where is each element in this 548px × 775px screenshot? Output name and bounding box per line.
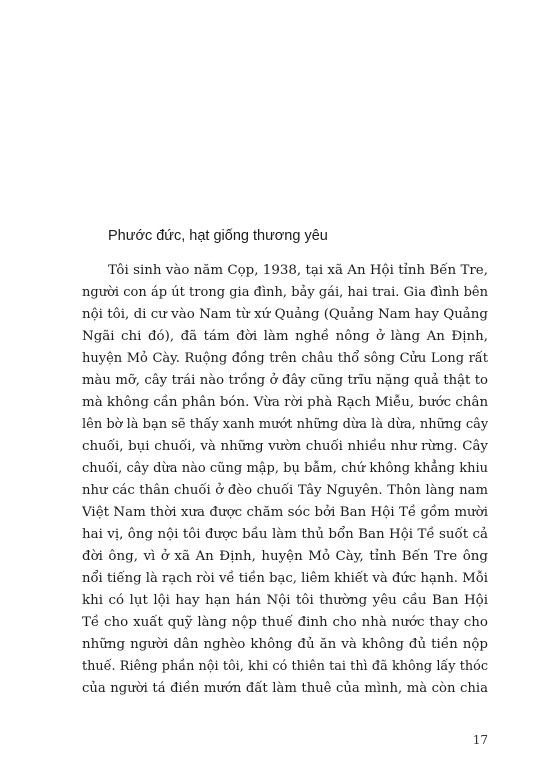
text-line: chuối, cây dừa nào cũng mập, bụ bẫm, chứ không khẳng khiu <box>82 461 488 476</box>
page-number: 17 <box>472 733 488 747</box>
body-paragraph <box>82 260 488 700</box>
text-line: mà không cần phân bón. Vừa rời phà Rạch Miễu, bước chân <box>82 395 488 410</box>
text-line: Việt Nam thời xưa được chăm sóc bởi Ban Hội Tề gồm mười <box>82 505 488 520</box>
text-line: chuối, bụi chuối, và những vườn chuối nhiều như rừng. Cây <box>82 439 488 454</box>
text-line: người con áp út trong gia đình, bảy gái, hai trai. Gia đình bên <box>82 285 488 300</box>
text-line: thuế. Riêng phần nội tôi, khi có thiên tai thì đã không lấy thóc <box>82 659 488 674</box>
section-title: Phước đức, hạt giống thương yêu <box>108 228 328 244</box>
text-line: như các thân chuối ở đèo chuối Tây Nguyên. Thôn làng nam <box>82 483 488 498</box>
text-line: đời ông, vì ở xã An Định, huyện Mỏ Cày, tỉnh Bến Tre ông <box>82 549 488 564</box>
text-line: huyện Mỏ Cày. Ruộng đồng trên châu thổ sông Cửu Long rất <box>82 351 488 366</box>
text-line: nổi tiếng là rạch ròi về tiền bạc, liêm khiết và đức hạnh. Mỗi <box>82 571 488 586</box>
text-line: Tôi sinh vào năm Cọp, 1938, tại xã An Hội tỉnh Bến Tre, <box>108 263 488 278</box>
text-line: của người tá điền mướn đất làm thuê của mình, mà còn chia <box>82 681 488 696</box>
text-line: Tề cho xuất quỹ làng nộp thuế đinh cho nhà nước thay cho <box>82 615 488 630</box>
text-line: những người dân nghèo không đủ ăn và không đủ tiền nộp <box>82 637 488 652</box>
text-line: nội tôi, di cư vào Nam từ xứ Quảng (Quảng Nam hay Quảng <box>82 307 488 322</box>
text-line: Ngãi chi đó), đã tám đời làm nghề nông ở làng An Định, <box>82 329 488 344</box>
text-line: khi có lụt lội hay hạn hán Nội tôi thường yêu cầu Ban Hội <box>82 593 488 608</box>
text-line: lên bờ là bạn sẽ thấy xanh mướt những dừa là dừa, những cây <box>82 417 488 432</box>
text-line: hai vị, ông nội tôi được bầu làm thủ bổn Ban Hội Tề suốt cả <box>82 527 488 542</box>
text-line: màu mỡ, cây trái nào trồng ở đây cũng trĩu nặng quả thật to <box>82 373 488 388</box>
